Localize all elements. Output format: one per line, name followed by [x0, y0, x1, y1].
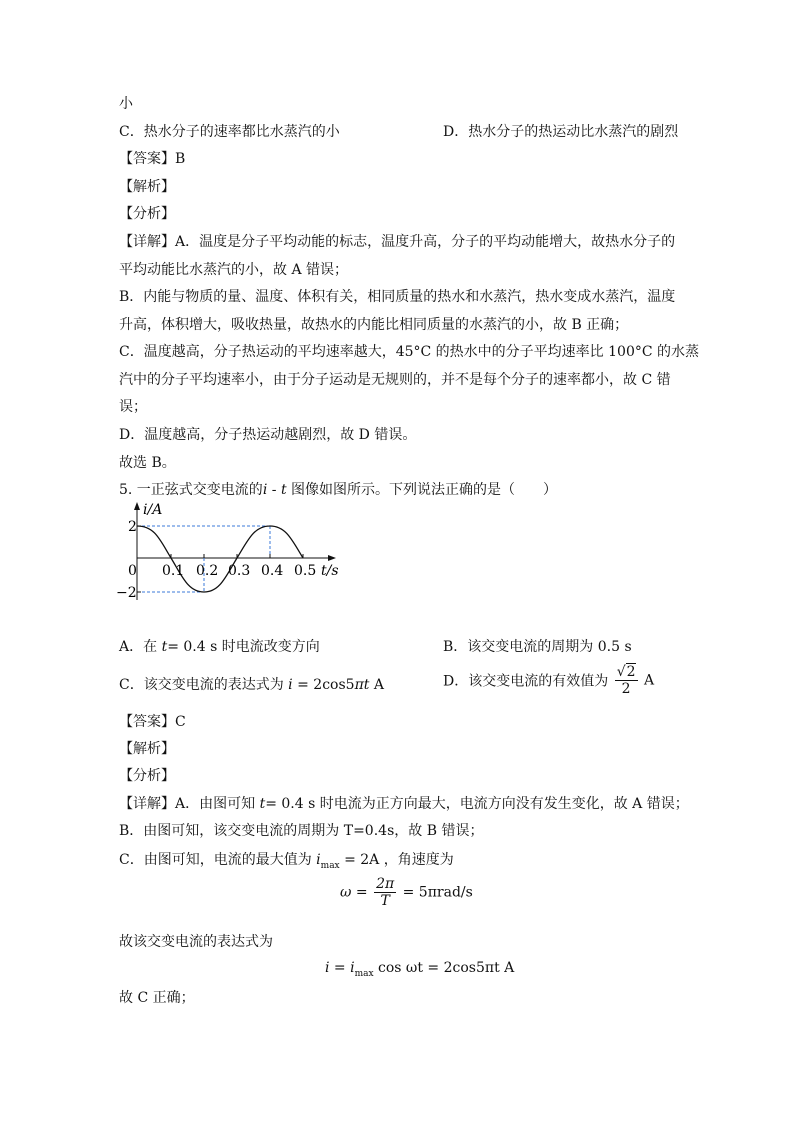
q5-expression-intro: 故该交变电流的表达式为: [119, 934, 273, 950]
q4-fenxi-heading: 【分析】: [119, 206, 175, 222]
q4-detail-line-8: D．温度越高，分子热运动越剧烈，故 D 错误。: [119, 427, 417, 443]
q5-option-c: C．该交变电流的表达式为 i = 2cos5πt A: [119, 677, 384, 693]
q5-detail-a: 【详解】A．由图可知 t= 0.4 s 时电流为正方向最大，电流方向没有发生变化，故 A 错误；: [119, 796, 689, 812]
q4-detail-line-5: C．温度越高，分子热运动的平均速率越大，45°C 的热水中的分子平均速率比 100°C 的水蒸: [119, 344, 700, 360]
q4-detail-line-4: 升高，体积增大，吸收热量，故热水的内能比相同质量的水蒸汽的小，故 B 正确；: [119, 317, 629, 333]
q5-fenxi-heading: 【分析】: [119, 768, 175, 784]
two-pi-over-t-fraction: $\frac{2\pi}{T}$: [376, 876, 395, 909]
q5-option-d: D．该交变电流的有效值为 $\frac{√2}{2}$ A: [443, 664, 655, 697]
q5-detail-c: C．由图可知，电流的最大值为 $i_{max} = 2A$ ，角速度为: [119, 852, 454, 871]
y-axis-label: i/A: [143, 502, 163, 518]
q4-answer: 【答案】B: [119, 151, 186, 167]
q5-detail-b: B．由图可知，该交变电流的周期为 T=0.4s，故 B 错误；: [119, 823, 484, 839]
q4-stem-continuation: 小: [119, 96, 133, 112]
q4-detail-line-7: 误；: [119, 399, 147, 415]
q4-detail-line-1: 【详解】A．温度是分子平均动能的标志，温度升高，分子的平均动能增大，故热水分子的: [119, 234, 676, 250]
x-axis-label: t/s: [321, 563, 339, 579]
sqrt2-over-2-fraction: $\frac{√2}{2}$: [616, 664, 636, 697]
q5-analysis-heading: 【解析】: [119, 741, 175, 757]
x-tick-label-0.4: 0.4: [261, 563, 284, 579]
y-axis-arrow: [134, 502, 140, 510]
q4-option-d: D．热水分子的热运动比水蒸汽的剧烈: [443, 124, 679, 140]
q4-detail-line-3: B．内能与物质的量、温度、体积有关，相同质量的热水和水蒸汽，热水变成水蒸汽，温度: [119, 289, 676, 305]
x-axis-arrow: [328, 555, 336, 561]
current-curve: [137, 526, 303, 592]
origin-label: 0: [128, 563, 137, 579]
y-tick-label-top: 2: [128, 519, 137, 535]
q4-detail-line-2: 平均动能比水蒸汽的小，故 A 错误；: [119, 262, 349, 278]
q5-detail-c-conclusion: 故 C 正确；: [119, 990, 195, 1006]
current-expression-equation: $i = i_{max}$ cos ωt = 2cos5πt A: [325, 960, 515, 979]
x-tick-label-0.1: 0.1: [162, 563, 185, 579]
q5-option-a: A．在 t= 0.4 s 时电流改变方向: [119, 639, 320, 655]
x-tick-label-0.5: 0.5: [294, 563, 317, 579]
q4-conclusion: 故选 B。: [119, 455, 176, 471]
angular-velocity-equation: ω = $\frac{2\pi}{T}$ = 5πrad/s: [340, 876, 473, 909]
x-tick-label-0.3: 0.3: [228, 563, 251, 579]
q4-analysis-heading: 【解析】: [119, 179, 175, 195]
y-tick-label-bottom: −2: [116, 585, 137, 601]
q5-current-time-graph: [110, 500, 350, 610]
q5-answer: 【答案】C: [119, 714, 186, 730]
q5-stem: 5. 一正弦式交变电流的i - t 图像如图所示。下列说法正确的是（ ）: [119, 482, 558, 498]
q5-option-b: B．该交变电流的周期为 0.5 s: [443, 639, 632, 655]
q4-detail-line-6: 汽中的分子平均速率小，由于分子运动是无规则的，并不是每个分子的速率都小，故 C 错: [119, 372, 671, 388]
x-tick-label-0.2: 0.2: [196, 563, 219, 579]
q4-option-c: C．热水分子的速率都比水蒸汽的小: [119, 124, 340, 140]
